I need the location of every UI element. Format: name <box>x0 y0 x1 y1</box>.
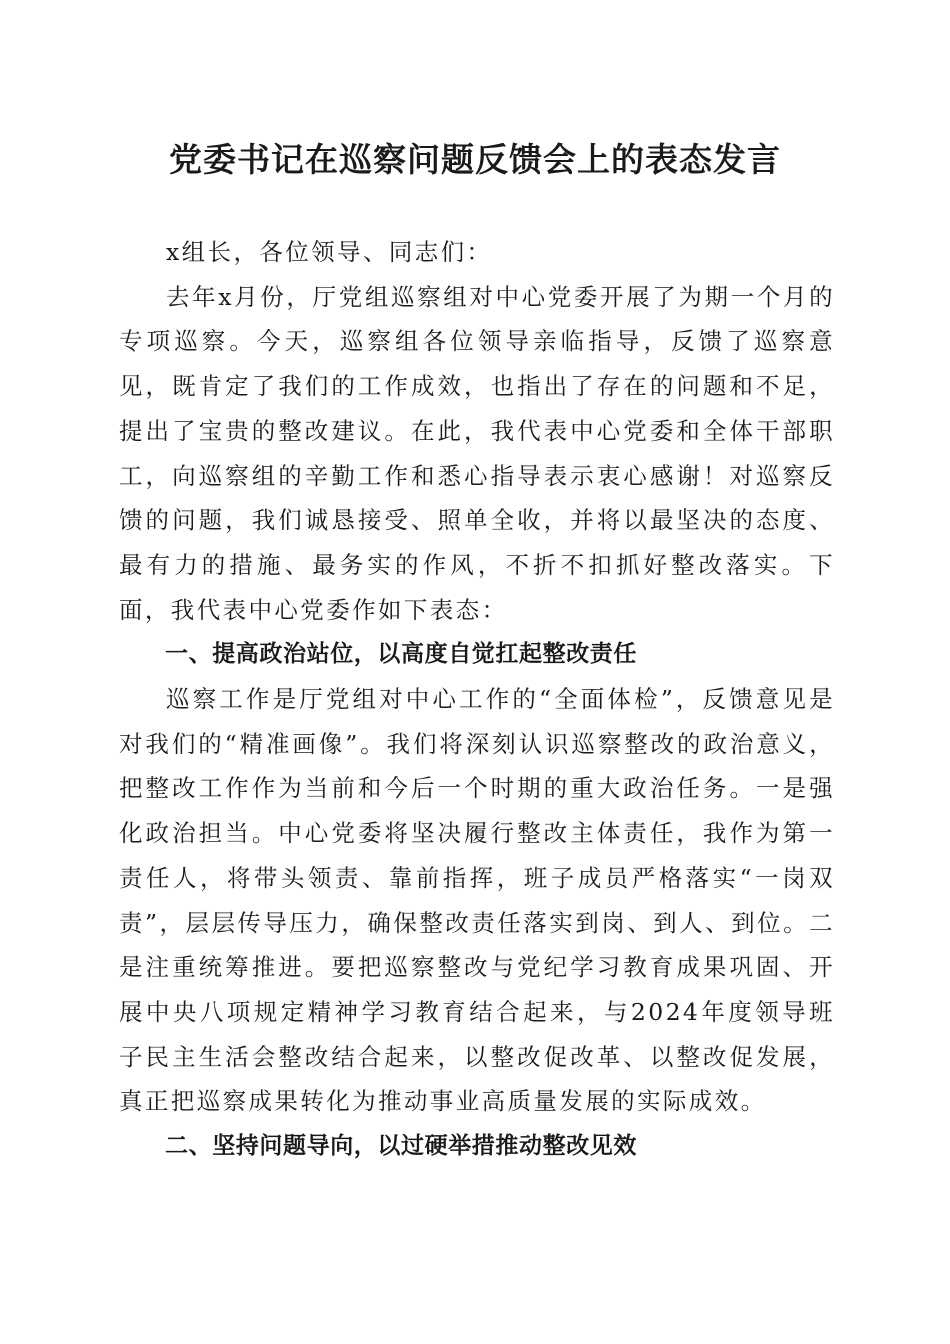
document-body <box>119 230 835 1169</box>
document-title: 党委书记在巡察问题反馈会上的表态发言 <box>169 140 781 179</box>
greeting-line: x组长，各位领导、同志们： <box>166 238 493 266</box>
section-paragraph-1: 巡察工作是厅党组对中心工作的“全面体检”，反馈意见是对我们的“精准画像”。我们将深刻认识巡察整改的政治意义，把整改工作作为当前和今后一个时期的重大政治任务。一是强化政治担当。中心党委将坚决履行整改主体责任，我作为第一责任人，将带头领责、靠前指挥，班子成员严格落实“一岗双责”，层层传导压力，确保整改责任落实到岗、到人、到位。二是注重统筹推进。要把巡察整改与党纪学习教育成果巩固、开展中央八项规定精神学习教育结合起来，与2024年度领导班子民主生活会整改结合起来，以整改促改革、以整改促发展，真正把巡察成果转化为推动事业高质量发展的实际成效。 <box>119 685 835 1116</box>
intro-paragraph: 去年x月份，厅党组巡察组对中心党委开展了为期一个月的专项巡察。今天，巡察组各位领导亲临指导，反馈了巡察意见，既肯定了我们的工作成效，也指出了存在的问题和不足，提出了宝贵的整改建议。在此，我代表中心党委和全体干部职工，向巡察组的辛勤工作和悉心指导表示衷心感谢！对巡察反馈的问题，我们诚恳接受、照单全收，并将以最坚决的态度、最有力的措施、最务实的作风，不折不扣抓好整改落实。下面，我代表中心党委作如下表态： <box>119 282 835 624</box>
section-heading-1: 一、提高政治站位，以高度自觉扛起整改责任 <box>165 641 637 668</box>
section-heading-2: 二、坚持问题导向，以过硬举措推动整改见效 <box>165 1133 637 1160</box>
